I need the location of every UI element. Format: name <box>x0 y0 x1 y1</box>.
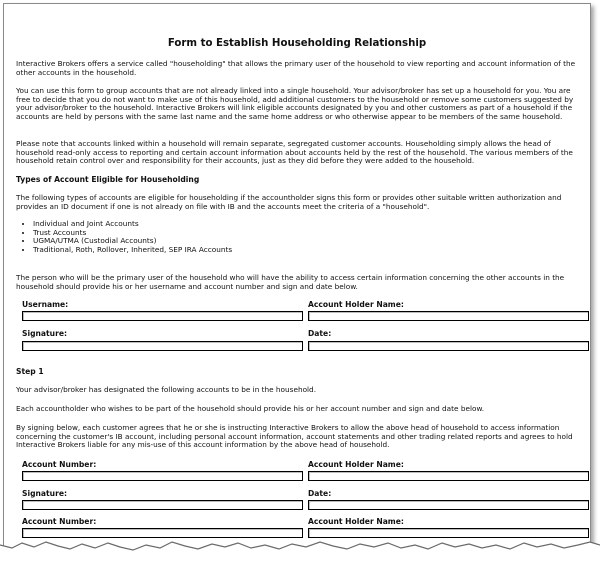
account-holder-name-label-2: Account Holder Name: <box>308 517 404 526</box>
designated-accounts-paragraph: Your advisor/broker has designated the following accounts to be in the household. <box>16 385 317 394</box>
list-item: • Individual and Joint Accounts <box>33 220 573 229</box>
torn-edge <box>0 533 600 561</box>
primary-date-field[interactable] <box>308 341 589 351</box>
form-title: Form to Establish Householding Relationship <box>167 38 427 49</box>
account-number-label: Account Number: <box>22 460 97 469</box>
primary-user-paragraph: The person who will be the primary user of the household who will have the ability to access certain information concerning the other accounts in the household should provide his or her username and account number and sign and date below. <box>16 273 565 291</box>
household-setup-paragraph: You can use this form to group accounts that are not already linked into a single household. Your advisor/broker has set up a household for you. You are free to decide that you do not want to make use of this household, add additional customers to the household or remove some customers suggested by your advisor/broker to the household. Interactive Brokers will link eligible accounts designated by you and other customers as part of a household if the accounts are held by persons with the same last name and the same home address or who otherwise appear to be members of the same household. <box>16 86 574 121</box>
primary-signature-field[interactable] <box>22 341 303 351</box>
list-item: • UGMA/UTMA (Custodial Accounts) <box>33 237 573 246</box>
types-heading: Types of Account Eligible for Householding <box>16 175 200 184</box>
primary-date-label: Date: <box>308 329 332 338</box>
list-item: • Trust Accounts <box>33 229 573 238</box>
signature-label: Signature: <box>22 489 68 498</box>
each-accountholder-paragraph: Each accountholder who wishes to be part of the household should provide his or her account number and sign and date below. <box>16 404 485 413</box>
date-label: Date: <box>308 489 332 498</box>
primary-account-holder-name-field[interactable] <box>308 311 589 321</box>
step1-heading: Step 1 <box>16 367 44 376</box>
account-holder-name-label: Account Holder Name: <box>308 460 404 469</box>
username-field[interactable] <box>22 311 303 321</box>
primary-account-holder-name-label: Account Holder Name: <box>308 300 404 309</box>
agreement-paragraph: By signing below, each customer agrees that he or she is instructing Interactive Brokers to allow the above head of household to access information concerning the customer's IB account, including personal account information, account statements and other trading related reports and agrees to hold Interactive Brokers liable for any mis-use of this account information by the above head of household. <box>16 423 573 450</box>
date-field[interactable] <box>308 500 589 510</box>
form-page <box>3 3 591 557</box>
types-intro-paragraph: The following types of accounts are eligible for householding if the accountholder signs this form or provides other suitable written authorization and provides an ID document if one is not already on file with IB and the accounts meet the criteria of a "household". <box>16 193 562 211</box>
separate-accounts-paragraph: Please note that accounts linked within a household will remain separate, segregated customer accounts. Householding simply allows the head of household read-only access to reporting and certain account information about accounts held by the rest of the household. The various members of the household retain control over and responsibility for their accounts, just as they did before they were added to the household. <box>16 139 573 166</box>
account-number-label-2: Account Number: <box>22 517 97 526</box>
username-label: Username: <box>22 300 69 309</box>
account-number-field[interactable] <box>22 471 303 481</box>
intro-paragraph: Interactive Brokers offers a service called "householding" that allows the primary user of the household to view reporting and account information of the other accounts in the household. <box>16 59 576 77</box>
account-holder-name-field[interactable] <box>308 471 589 481</box>
primary-signature-label: Signature: <box>22 329 68 338</box>
signature-field[interactable] <box>22 500 303 510</box>
account-types-list <box>16 220 573 254</box>
list-item: • Traditional, Roth, Rollover, Inherited, SEP IRA Accounts <box>33 246 573 255</box>
